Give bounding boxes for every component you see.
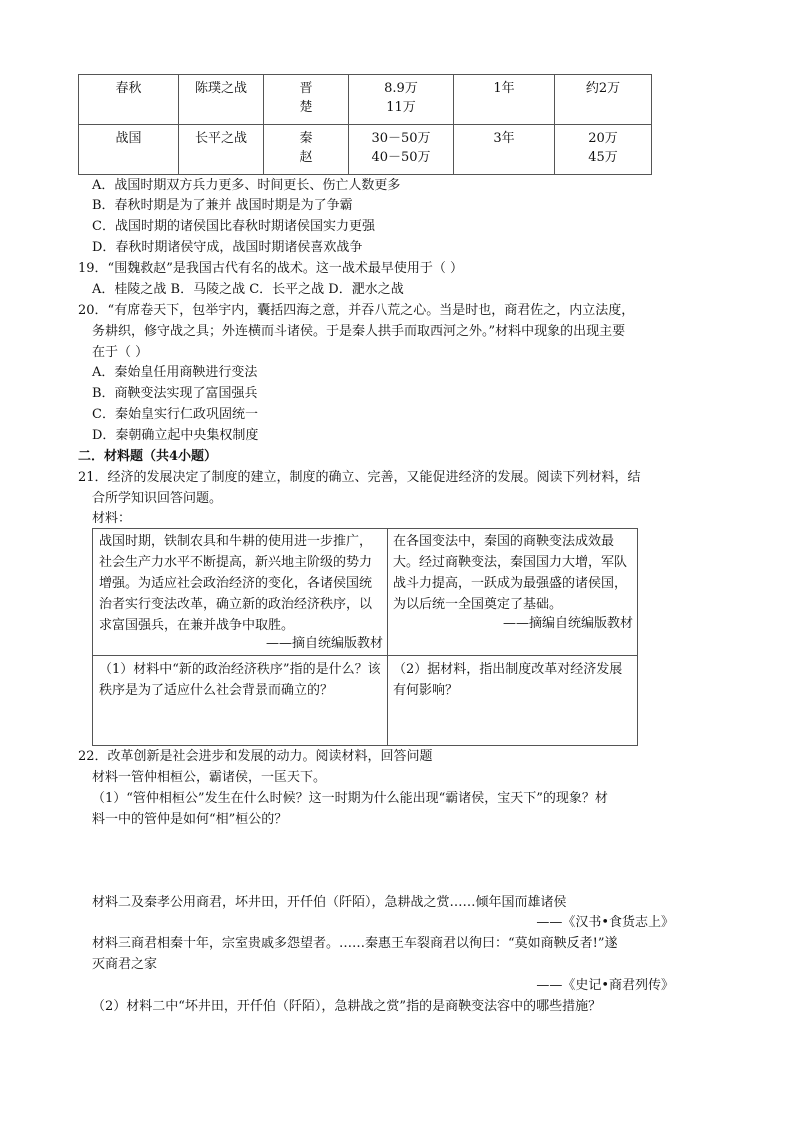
troops-cell: 8.9万 11万 bbox=[349, 75, 454, 125]
q20-stem-line: 务耕织，修守战之具；外连横而斗诸侯。于是秦人拱手而取西河之外。”材料中现象的出现主要 bbox=[92, 324, 626, 339]
states-cell: 秦 赵 bbox=[264, 125, 349, 175]
table-row bbox=[79, 75, 652, 125]
material-left-source: ——摘自统编版教材 bbox=[265, 636, 383, 651]
casualties-cell: 约2万 bbox=[555, 75, 652, 125]
q18-option-b: B．春秋时期是为了兼并 战国时期是为了争霸 bbox=[92, 198, 353, 213]
section-heading: 二．材料题（共4小题） bbox=[78, 449, 218, 464]
battle-cell: 陈璞之战 bbox=[179, 75, 264, 125]
period-cell: 战国 bbox=[79, 125, 179, 175]
q22-material-3-line: 灭商君之家 bbox=[92, 957, 158, 972]
q22-question-2: （2）材料二中“坏井田，开仟伯（阡陌），急耕战之赏”指的是商鞅变法容中的哪些措施？ bbox=[92, 999, 602, 1014]
q19-stem: 19．“围魏救赵”是我国古代有名的战术。这一战术最早使用于（ ） bbox=[78, 261, 463, 276]
states-cell: 晋 楚 bbox=[264, 75, 349, 125]
q19-options: A．桂陵之战 B．马陵之战 C．长平之战 D．淝水之战 bbox=[92, 282, 404, 297]
duration-cell: 3年 bbox=[454, 125, 555, 175]
q21-question-2: （2）据材料，指出制度改革对经济发展有何影响？ bbox=[393, 662, 623, 698]
q21-question-1: （1）材料中“新的政治经济秩序”指的是什么？该秩序是为了适应什么社会背景而确立的？ bbox=[99, 662, 381, 698]
q18-option-d: D．春秋时期诸侯守成，战国时期诸侯喜欢战争 bbox=[92, 240, 363, 255]
material-right-source: ——摘编自统编版教材 bbox=[502, 616, 633, 631]
period-cell: 春秋 bbox=[79, 75, 179, 125]
q20-option-a: A．秦始皇任用商鞅进行变法 bbox=[92, 365, 258, 380]
material-label: 材料： bbox=[92, 511, 132, 526]
q22-material-2: 材料二及秦孝公用商君，坏井田，开仟伯（阡陌），急耕战之赏……倾年国而雄诸侯 bbox=[92, 895, 567, 910]
q20-stem-line: 20．“有席卷天下，包举宇内，囊括四海之意，并吞八荒之心。当是时也，商君佐之，内立法度， bbox=[78, 303, 635, 318]
q22-question-1-line: 料一中的管仲是如何“相”桓公的？ bbox=[92, 812, 288, 827]
material-left-text: 战国时期，铁制农具和牛耕的使用进一步推广，社会生产力水平不断提高，新兴地主阶级的势力增强。为适应社会政治经济的变化，各诸侯国统治者实行变法改革，确立新的政治经济秩序，以求富国强兵，在兼并战争中取胜。 bbox=[99, 534, 373, 633]
q21-stem-line: 合所学知识回答问题。 bbox=[92, 491, 223, 506]
q22-question-1-line: （1）“管仲相桓公”发生在什么时候？这一时期为什么能出现“霸诸侯，宝天下”的现象？材 bbox=[92, 791, 608, 806]
q22-material-3-source: ——《史记•商君列传》 bbox=[536, 978, 674, 993]
q22-material-1: 材料一管仲相桓公，霸诸侯，一匡天下。 bbox=[92, 770, 327, 785]
q20-option-d: D．秦朝确立起中央集权制度 bbox=[92, 428, 259, 443]
q20-option-b: B．商鞅变法实现了富国强兵 bbox=[92, 386, 258, 401]
q20-option-c: C．秦始皇实行仁政巩固统一 bbox=[92, 407, 258, 422]
q18-option-a: A．战国时期双方兵力更多、时间更长、伤亡人数更多 bbox=[92, 178, 401, 193]
battle-cell: 长平之战 bbox=[179, 125, 264, 175]
casualties-cell: 20万 45万 bbox=[555, 125, 652, 175]
q22-material-3-line: 材料三商君相秦十年，宗室贵戚多怨望者。……秦惠王车裂商君以徇曰：“莫如商鞅反者!”遂 bbox=[92, 936, 618, 951]
battle-comparison-table bbox=[78, 74, 652, 175]
q20-stem-line: 在于（ ） bbox=[92, 345, 149, 360]
q22-stem: 22．改革创新是社会进步和发展的动力。阅读材料，回答问题 bbox=[78, 749, 433, 764]
q22-material-2-source: ——《汉书•食货志上》 bbox=[536, 915, 674, 930]
table-row bbox=[79, 125, 652, 175]
q18-option-c: C．战国时期的诸侯国比春秋时期诸侯国实力更强 bbox=[92, 219, 375, 234]
troops-cell: 30－50万 40－50万 bbox=[349, 125, 454, 175]
q21-stem-line: 21．经济的发展决定了制度的建立，制度的确立、完善，又能促进经济的发展。阅读下列材料，结 bbox=[78, 470, 641, 485]
duration-cell: 1年 bbox=[454, 75, 555, 125]
material-table bbox=[92, 528, 638, 746]
material-right-text: 在各国变法中，秦国的商鞅变法成效最大。经过商鞅变法，秦国国力大增，军队战斗力提高，一跃成为最强盛的诸侯国，为以后统一全国奠定了基础。 bbox=[393, 534, 628, 612]
